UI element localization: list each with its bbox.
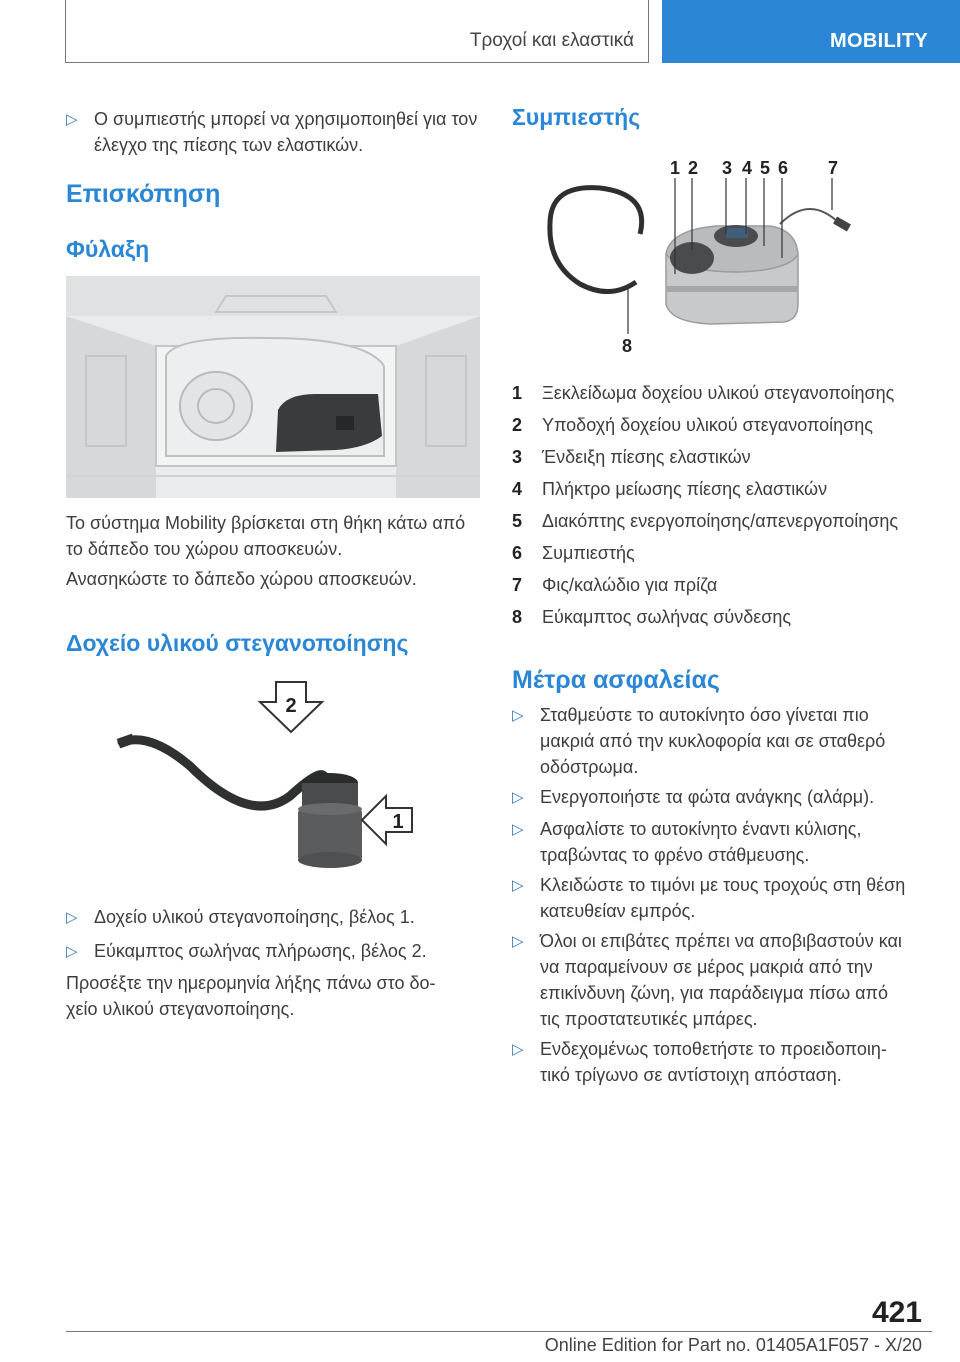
bullet-triangle-icon: ▷ [512,1041,524,1058]
compressor-part-item [512,380,932,406]
compressor-part-item [512,508,932,534]
compressor-part-item [512,476,932,502]
part-description: Φις/καλώδιο για πρίζα [542,575,718,595]
bullet-triangle-icon: ▷ [512,821,524,838]
bullet-triangle-icon: ▷ [66,111,78,128]
part-number: 2 [512,415,523,435]
part-number: 6 [512,543,523,563]
bullet-triangle-icon: ▷ [512,877,524,894]
compressor-label-8: 8 [622,336,633,356]
container-bullet-1: ▷ Δοχείο υλικού στεγανοποίησης, βέλος 1. [66,904,482,931]
part-number: 1 [512,383,523,403]
safety-bullet: ▷ Κλειδώστε το τιμόνι με τους τροχούς στη θέση κατευθείαν εμπρός. [512,872,912,924]
part-number: 5 [512,511,523,531]
safety-bullet: ▷ Ενδεχομένως τοποθετήστε το προειδοποιη-τικό τρίγωνο σε αντίστοιχη απόσταση. [512,1036,912,1088]
part-description: Υποδοχή δοχείου υλικού στεγανοποίησης [542,415,873,435]
part-number: 8 [512,607,523,627]
bullet-triangle-icon: ▷ [512,707,524,724]
container-bullet-2: ▷ Εύκαμπτος σωλήνας πλήρωσης, βέλος 2. [66,938,482,965]
container-label-2: 2 [285,695,297,717]
bullet-triangle-icon: ▷ [512,933,524,950]
container-para: Προσέξτε την ημερομηνία λήξης πάνω στο δο-χείο υλικού στεγανοποίησης. [66,973,436,1019]
part-number: 3 [512,447,523,467]
bullet-triangle-icon: ▷ [66,909,78,926]
compressor-label-7: 7 [828,158,839,178]
bullet-triangle-icon: ▷ [512,789,524,806]
safety-bullet: ▷ Ασφαλίστε το αυτοκίνητο έναντι κύλισης, τραβώντας το φρένο στάθμευσης. [512,816,912,868]
compressor-part-item [512,540,932,566]
page-number: 421 [871,1296,922,1329]
compressor-label-3: 3 [722,158,733,178]
compressor-label-2: 2 [688,158,699,178]
footer-divider [66,1331,932,1332]
heading-overview: Επισκόπηση [66,180,221,208]
part-description: Πλήκτρο μείωσης πίεσης ελαστικών [542,479,828,499]
part-number: 4 [512,479,523,499]
storage-para-2: Ανασηκώστε το δάπεδο χώρου αποσκευών. [66,569,417,589]
header-frame [65,0,649,63]
compressor-label-4: 4 [742,158,753,178]
safety-bullet: ▷ Σταθμεύστε το αυτοκίνητο όσο γίνεται πιο μακριά από την κυκλοφορία και σε σταθερό οδόστρωμα. [512,702,912,780]
edition-text: Online Edition for Part no. 01405A1F057 - X/20 [544,1335,922,1355]
storage-para-1: Το σύστημα Mobility βρίσκεται στη θήκη κάτω από το δάπεδο του χώρου αποσκευών. [66,513,466,559]
compressor-part-item [512,444,932,470]
section-title: Τροχοί και ελαστικά [469,30,634,51]
compressor-part-item [512,604,932,630]
container-label-1: 1 [392,811,404,833]
mobility-tab[interactable] [662,0,960,63]
compressor-figure [540,154,856,360]
part-description: Ξεκλείδωμα δοχείου υλικού στεγανοποίησης [542,383,895,403]
part-number: 7 [512,575,523,595]
compressor-part-item [512,572,932,598]
part-description: Διακόπτης ενεργοποίησης/απενεργοποίησης [542,511,899,531]
compressor-label-6: 6 [778,158,789,178]
compressor-part-item [512,412,932,438]
part-description: Εύκαμπτος σωλήνας σύνδεσης [542,607,792,627]
compressor-label-1: 1 [670,158,681,178]
part-description: Συμπιεστής [542,543,635,563]
sealant-container-figure [110,676,420,876]
part-description: Ένδειξη πίεσης ελαστικών [542,447,751,467]
intro-bullet: ▷ Ο συμπιεστής μπορεί να χρησιμοποιηθεί για τον έλεγχο της πίεσης των ελαστικών. [66,106,482,158]
tab-label: MOBILITY [830,30,928,52]
heading-container: Δοχείο υλικού στεγανοποίησης [66,630,409,656]
bullet-triangle-icon: ▷ [66,943,78,960]
safety-bullet: ▷ Ενεργοποιήστε τα φώτα ανάγκης (αλάρμ). [512,784,912,811]
safety-bullet: ▷ Όλοι οι επιβάτες πρέπει να αποβιβαστούν και να παραμείνουν σε μέρος μακριά από την επικίνδυνη ζώνη, για παράδειγμα πίσω από τις προστατευτικές μπάρες. [512,928,912,1032]
heading-storage: Φύλαξη [66,236,150,262]
compressor-label-5: 5 [760,158,771,178]
trunk-storage-photo [66,276,480,498]
heading-safety: Μέτρα ασφαλείας [512,666,720,694]
heading-compressor: Συμπιεστής [512,104,641,130]
